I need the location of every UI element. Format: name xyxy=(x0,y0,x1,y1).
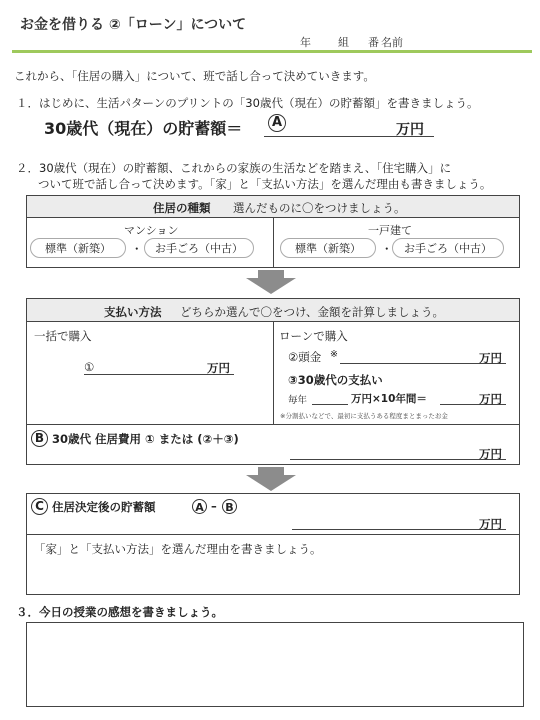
down-payment-label: ②頭金 xyxy=(288,350,322,364)
q1-text: １．はじめに、生活パターンのプリントの「30歳代（現在）の貯蓄額」を書きましょう。 xyxy=(16,96,479,110)
q2-line1: ２．30歳代（現在）の貯蓄額、これからの家族の生活などを踏まえ、「住宅購入」に xyxy=(16,161,452,175)
housing-cost-label: 30歳代 住居費用 ① または (②＋③) xyxy=(52,432,239,446)
housing-cost-line[interactable] xyxy=(290,459,506,460)
loan-label: ローンで購入 xyxy=(279,329,348,343)
reason-prompt: 「家」と「支払い方法」を選んだ理由を書きましょう。 xyxy=(34,542,322,556)
down-payment-note: ※分割払いなどで、最初に支払うある程度まとまったお金 xyxy=(280,412,448,420)
down-arrow-icon xyxy=(246,467,296,491)
payment-divider xyxy=(273,322,274,425)
class-label: 組 xyxy=(338,36,349,49)
house-separator: ・ xyxy=(381,242,393,256)
yearly-total-unit: 万円 xyxy=(479,392,502,406)
formula-minus: – xyxy=(211,499,217,513)
formula-a-icon: A xyxy=(192,499,207,514)
yearly-label: 毎年 xyxy=(288,395,308,406)
mark-c-icon: C xyxy=(31,498,48,515)
page-title: お金を借りる ②「ローン」について xyxy=(20,17,247,33)
impression-answer-area[interactable] xyxy=(26,622,524,707)
payment-heading: 支払い方法 xyxy=(104,305,162,319)
yearly-amount-line[interactable] xyxy=(312,404,348,405)
formula-b-icon: B xyxy=(222,499,237,514)
yearly-calc-label: 万円×10年間＝ xyxy=(351,393,427,405)
q2-line2: ついて班で話し合って決めます。「家」と「支払い方法」を選んだ理由も書きましょう。 xyxy=(38,177,492,191)
payment-instruction: どちらか選んで〇をつけ、金額を計算しましょう。 xyxy=(180,305,445,319)
lump-label: 一括で購入 xyxy=(34,329,92,343)
savings-label: 住居決定後の貯蓄額 xyxy=(52,500,156,514)
house-used-option[interactable]: お手ごろ（中古） xyxy=(392,238,504,258)
down-arrow-icon xyxy=(246,270,296,294)
house-label: 一戸建て xyxy=(368,224,412,237)
savings-divider xyxy=(27,534,519,535)
housing-divider xyxy=(273,218,274,268)
mansion-new-option[interactable]: 標準（新築） xyxy=(30,238,126,258)
mansion-label: マンション xyxy=(124,224,179,237)
q1-label: 30歳代（現在）の貯蓄額＝ xyxy=(44,119,243,138)
number-label: 番 xyxy=(368,36,379,49)
lump-unit: 万円 xyxy=(207,361,230,375)
housing-cost-unit: 万円 xyxy=(479,447,502,461)
name-label: 名前 xyxy=(381,36,403,49)
savings-unit: 万円 xyxy=(479,517,502,531)
mansion-used-option[interactable]: お手ごろ（中古） xyxy=(144,238,254,258)
housing-heading: 住居の種類 xyxy=(153,201,211,215)
housing-instruction: 選んだものに〇をつけましょう。 xyxy=(233,201,406,215)
house-new-option[interactable]: 標準（新築） xyxy=(280,238,376,258)
q1-unit: 万円 xyxy=(396,122,424,138)
lump-item: ① xyxy=(84,360,95,374)
mark-b-icon: B xyxy=(31,430,48,447)
thirties-payment-label: ③30歳代の支払い xyxy=(288,373,383,387)
q3-text: ３．今日の授業の感想を書きましょう。 xyxy=(16,605,223,619)
year-label: 年 xyxy=(300,36,311,49)
down-payment-mark: ※ xyxy=(330,349,338,360)
mark-a-icon: A xyxy=(268,114,286,132)
header-rule xyxy=(12,50,532,53)
mansion-separator: ・ xyxy=(131,242,143,256)
down-payment-unit: 万円 xyxy=(479,351,502,365)
intro-text: これから、「住居の購入」について、班で話し合って決めていきます。 xyxy=(14,69,375,83)
reason-answer-area[interactable] xyxy=(40,556,510,590)
savings-answer-line[interactable] xyxy=(292,529,506,530)
